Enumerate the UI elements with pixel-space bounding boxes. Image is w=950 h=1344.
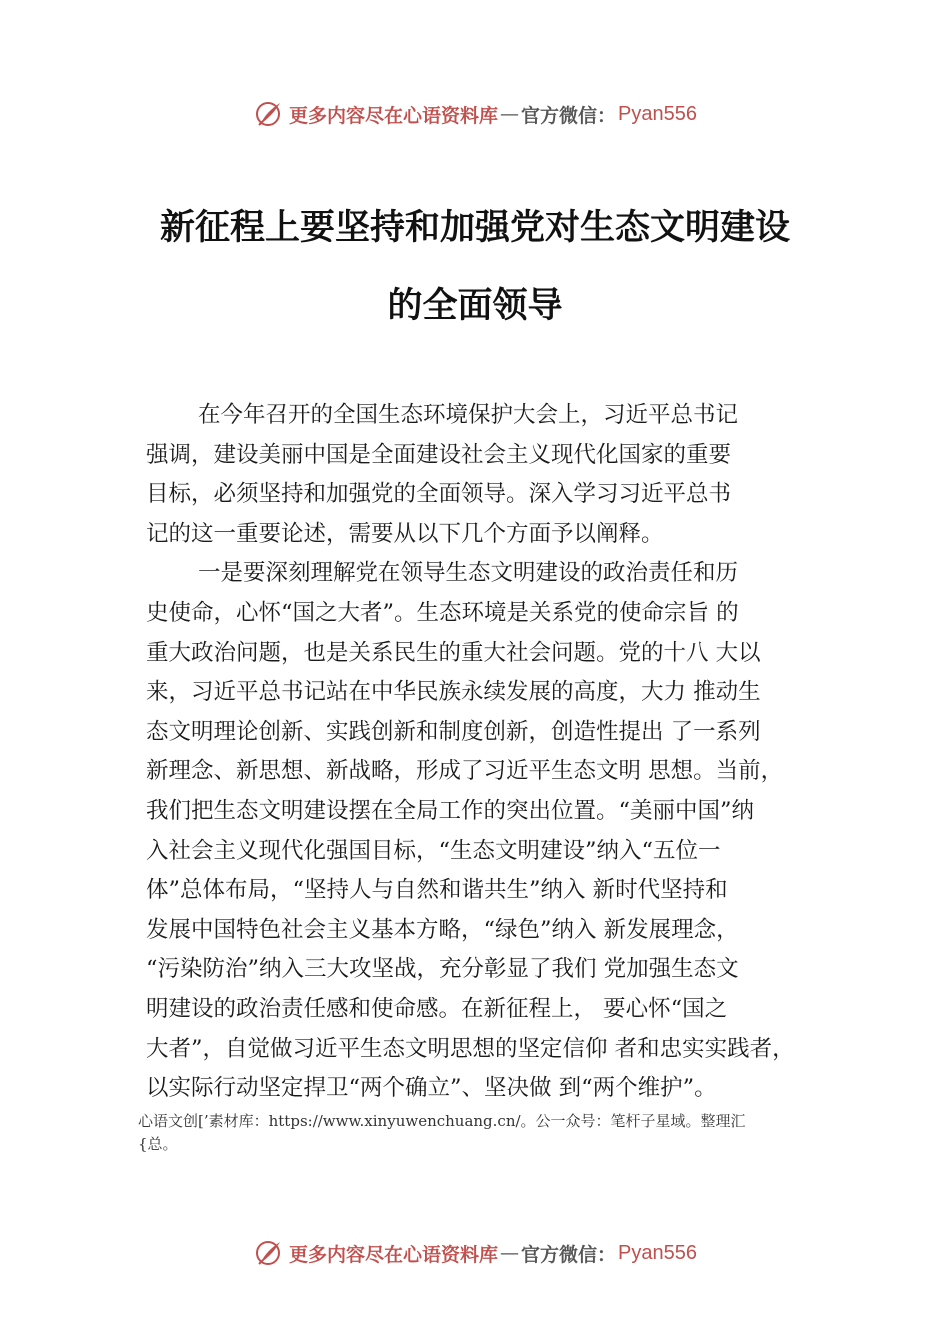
paragraph-line: 态文明理论创新、实践创新和制度创新，创造性提出 了一系列 — [146, 718, 761, 745]
paragraph-line: 新理念、新思想、新战略，形成了习近平生态文明 思想。当前， — [146, 758, 784, 785]
bottom-banner — [0, 1233, 950, 1273]
source-footnote — [138, 1110, 838, 1156]
banner-wechat-label: 官方微信： — [521, 104, 617, 127]
paragraph-line: 体”总体布局，“坚持人与自然和谐共生”纳入 新时代坚持和 — [146, 877, 728, 904]
paragraph-line: 一是要深刻理解党在领导生态文明建设的政治责任和历 — [198, 560, 739, 587]
paragraph-line: 以实际行动坚定捍卫“两个确立”、坚决做 到“两个维护”。 — [146, 1075, 717, 1102]
banner-wechat-id: Pyan556 — [618, 102, 697, 125]
paragraph-line: 记的这一重要论述，需要从以下几个方面予以阐释。 — [146, 520, 664, 547]
banner-wechat-label: 官方微信： — [521, 1243, 617, 1266]
banner-wechat-id: Pyan556 — [618, 1241, 697, 1264]
quill-logo-icon — [253, 99, 283, 129]
banner-separator: — — [500, 1242, 520, 1264]
footnote-line2: {总。 — [138, 1135, 178, 1153]
paragraph-line: 目标，必须坚持和加强党的全面领导。深入学习习近平总书 — [146, 481, 732, 508]
banner-main-text: 更多内容尽在心语资料库 — [289, 104, 499, 127]
paragraph-line: 发展中国特色社会主义基本方略，“绿色”纳入 新发展理念， — [146, 916, 739, 943]
paragraph-line: 我们把生态文明建设摆在全局工作的突出位置。“美丽中国”纳 — [146, 797, 755, 824]
document-title-line1: 新征程上要坚持和加强党对生态文明建设 — [159, 207, 790, 248]
paragraph-line: 史使命，心怀“国之大者”。生态环境是关系党的使命宗旨 的 — [146, 599, 739, 626]
document-body — [146, 396, 836, 1109]
top-banner — [0, 94, 950, 134]
footnote-line1: 心语文创[’素材库：https://www.xinyuwenchuang.cn/。公一众号：笔杆子星域。整理汇 — [138, 1112, 746, 1130]
quill-logo-icon — [253, 1238, 283, 1268]
paragraph-line: “污染防治”纳入三大攻坚战，充分彰显了我们 党加强生态文 — [146, 956, 739, 983]
paragraph-line: 在今年召开的全国生态环境保护大会上，习近平总书记 — [198, 402, 739, 428]
paragraph-line: 入社会主义现代化强国目标，“生态文明建设”纳入“五位一 — [146, 837, 721, 864]
banner-main-text: 更多内容尽在心语资料库 — [289, 1243, 499, 1266]
paragraph-line: 明建设的政治责任感和使命感。在新征程上， 要心怀“国之 — [146, 995, 728, 1022]
document-title-line2: 的全面领导 — [387, 285, 563, 326]
paragraph-line: 来，习近平总书记站在中华民族永续发展的高度，大力 推动生 — [146, 679, 761, 706]
banner-separator: — — [500, 103, 520, 125]
paragraph-line: 强调，建设美丽中国是全面建设社会主义现代化国家的重要 — [146, 441, 732, 468]
paragraph-line: 重大政治问题，也是关系民生的重大社会问题。党的十八 大以 — [146, 639, 761, 666]
paragraph-line: 大者”，自觉做习近平生态文明思想的坚定信仰 者和忠实实践者， — [146, 1035, 795, 1062]
